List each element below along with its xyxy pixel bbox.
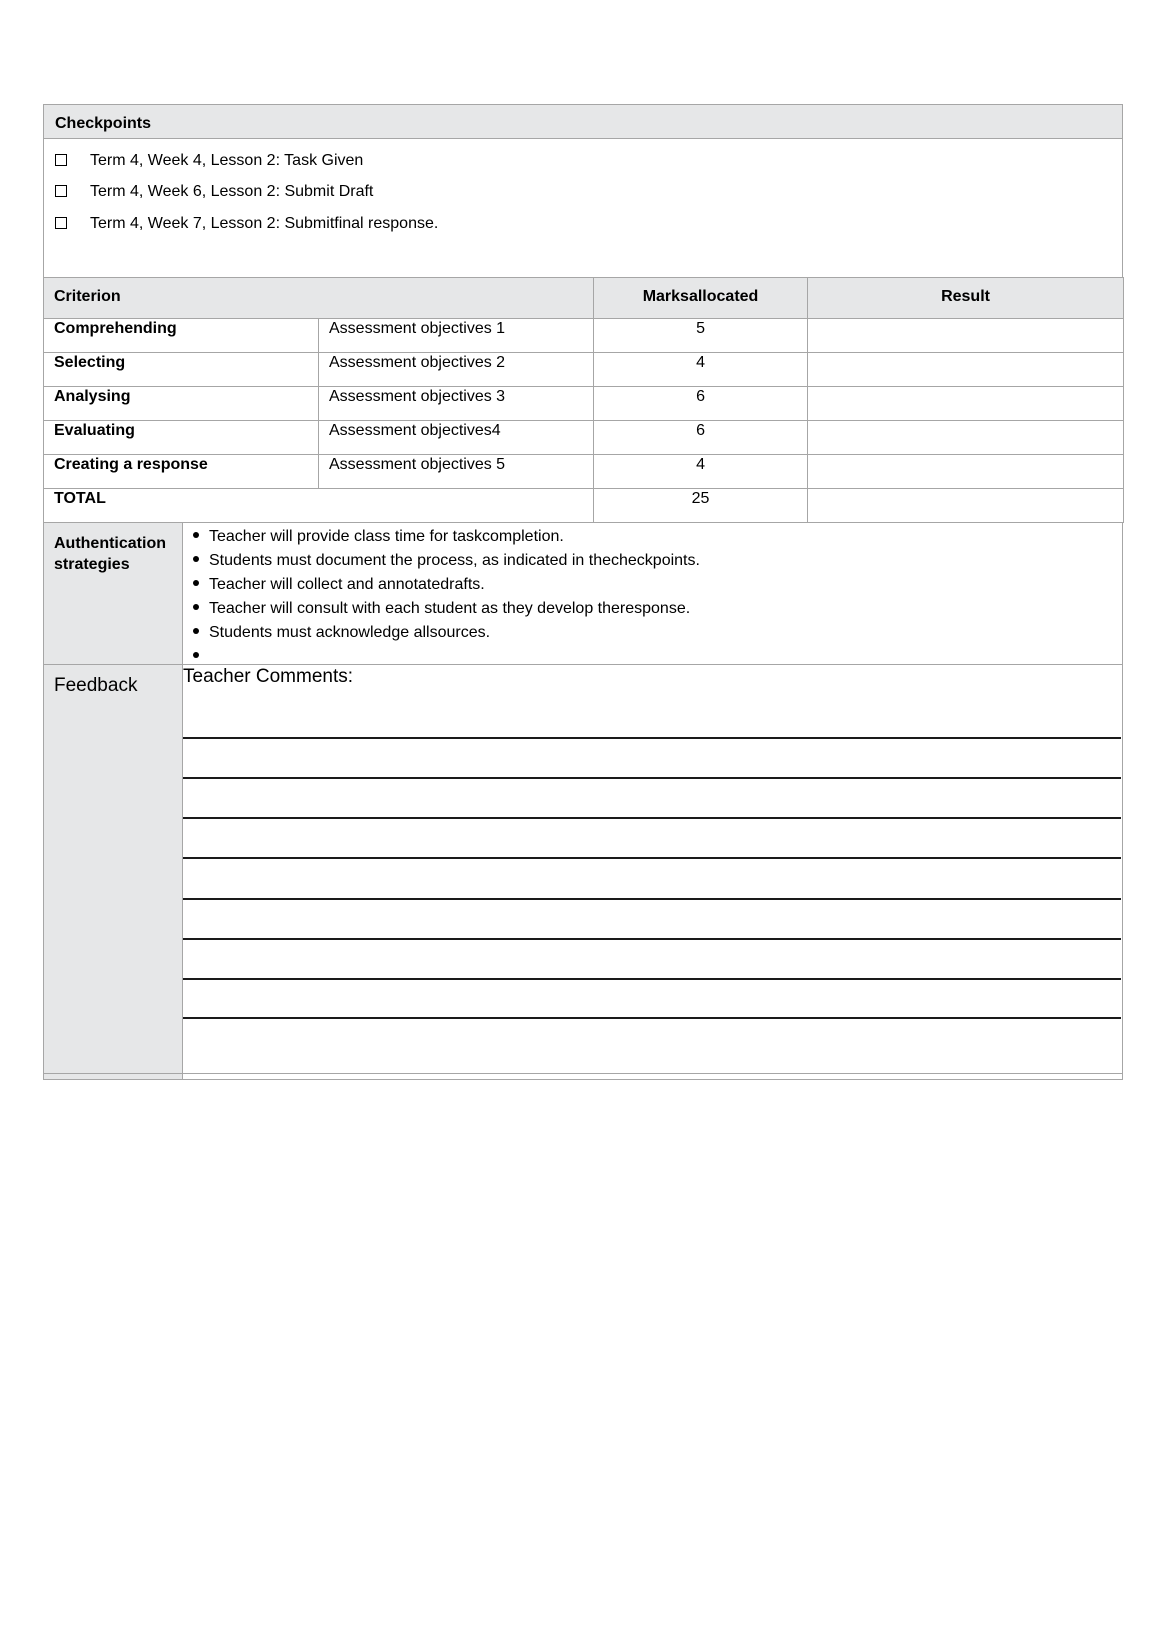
bullet-icon — [193, 532, 199, 538]
criterion-header: Criterion — [44, 278, 594, 319]
bullet-icon — [193, 556, 199, 562]
criterion-objective: Assessment objectives 3 — [319, 387, 594, 421]
criterion-result[interactable] — [808, 319, 1124, 353]
criterion-name: Selecting — [44, 353, 319, 387]
table-row — [44, 319, 1124, 353]
criterion-marks: 6 — [594, 387, 808, 421]
table-row — [44, 353, 1124, 387]
list-item: Teacher will collect and annotatedrafts. — [193, 573, 485, 597]
list-item: Students must document the process, as indicated in thecheckpoints. — [193, 549, 700, 573]
teacher-comments-title: Teacher Comments: — [183, 666, 354, 687]
comment-line[interactable] — [183, 737, 1121, 739]
table-row — [44, 387, 1124, 421]
total-marks: 25 — [594, 489, 808, 523]
criteria-header-row — [44, 278, 1124, 319]
criterion-result[interactable] — [808, 353, 1124, 387]
criterion-objective: Assessment objectives4 — [319, 421, 594, 455]
criteria-table — [43, 277, 1124, 523]
checkpoint-item — [55, 151, 364, 171]
result-header: Result — [808, 278, 1124, 319]
comment-line[interactable] — [183, 777, 1121, 779]
authentication-list — [183, 523, 1122, 664]
checkpoint-label: Term 4, Week 4, Lesson 2: Task Given — [90, 152, 364, 169]
feedback-section — [43, 665, 1123, 1080]
criterion-result[interactable] — [808, 455, 1124, 489]
bullet-icon — [193, 652, 199, 658]
total-label: TOTAL — [44, 489, 594, 523]
authentication-label — [44, 523, 183, 664]
criterion-name: Comprehending — [44, 319, 319, 353]
criterion-name: Analysing — [44, 387, 319, 421]
feedback-label: Feedback — [44, 665, 183, 1079]
authentication-section — [43, 523, 1123, 665]
comment-line[interactable] — [183, 857, 1121, 859]
criterion-result[interactable] — [808, 387, 1124, 421]
table-row — [44, 455, 1124, 489]
checkpoint-label: Term 4, Week 6, Lesson 2: Submit Draft — [90, 183, 374, 200]
checkbox[interactable] — [55, 154, 67, 166]
criterion-name: Evaluating — [44, 421, 319, 455]
criterion-result[interactable] — [808, 421, 1124, 455]
checkpoint-label: Term 4, Week 7, Lesson 2: Submitfinal response. — [90, 215, 439, 232]
marks-header: Marksallocated — [594, 278, 808, 319]
teacher-comments-area[interactable] — [183, 665, 1122, 1079]
authentication-label-line2: strategies — [54, 556, 130, 573]
checkpoints-section — [43, 104, 1123, 278]
checkbox[interactable] — [55, 217, 67, 229]
comment-line[interactable] — [183, 938, 1121, 940]
bullet-icon — [193, 604, 199, 610]
comment-line[interactable] — [183, 898, 1121, 900]
criterion-name: Creating a response — [44, 455, 319, 489]
divider — [44, 1073, 182, 1074]
criterion-objective: Assessment objectives 1 — [319, 319, 594, 353]
authentication-label-line1: Authentication — [54, 535, 166, 552]
checkpoints-header: Checkpoints — [44, 105, 1122, 139]
bullet-icon — [193, 580, 199, 586]
bullet-icon — [193, 628, 199, 634]
criterion-marks: 4 — [594, 455, 808, 489]
divider — [183, 1073, 1122, 1074]
list-item: Teacher will provide class time for taskcompletion. — [193, 525, 564, 549]
list-item: Students must acknowledge allsources. — [193, 621, 490, 645]
comment-line[interactable] — [183, 817, 1121, 819]
criterion-marks: 4 — [594, 353, 808, 387]
checkpoint-item — [55, 214, 439, 234]
total-result[interactable] — [808, 489, 1124, 523]
criterion-marks: 6 — [594, 421, 808, 455]
comment-line[interactable] — [183, 1017, 1121, 1019]
criterion-objective: Assessment objectives 5 — [319, 455, 594, 489]
table-row — [44, 421, 1124, 455]
comment-line[interactable] — [183, 978, 1121, 980]
criterion-marks: 5 — [594, 319, 808, 353]
checkbox[interactable] — [55, 185, 67, 197]
total-row — [44, 489, 1124, 523]
assessment-document — [43, 104, 1123, 1080]
checkpoint-item — [55, 182, 374, 202]
checkpoints-list — [44, 139, 1122, 277]
list-item: Teacher will consult with each student as they develop theresponse. — [193, 597, 690, 621]
criterion-objective: Assessment objectives 2 — [319, 353, 594, 387]
